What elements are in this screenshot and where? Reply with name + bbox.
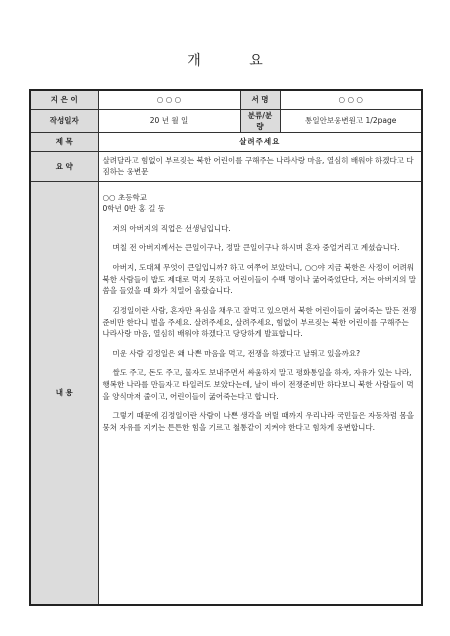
paragraph-2: 며칠 전 아버지께서는 큰일이구나, 정말 큰일이구나 하시며 혼자 중얼거리고 계셨습니다. — [112, 243, 400, 253]
paragraph-6: 쌀도 주고, 돈도 주고, 물자도 보내주면서 싸움하지 말고 평화통일을 하자, 자유가 있는 나라, 행복한 나라를 만들자고 타일러도 보았다는데, 날이 바이 전쟁준비만 하다보니 북한 사람들이 먹을 양식마저 줄이고, 어린이들이 굶어죽는다고 합니다. — [102, 368, 414, 401]
date-value: 20 년 월 일 — [98, 109, 240, 132]
subject-value: 살려주세요 — [98, 132, 422, 151]
author-value: ○ ○ ○ — [98, 90, 240, 109]
overview-form — [29, 89, 423, 606]
author-label: 지 은 이 — [30, 90, 98, 109]
school-name: ○○ 초등학교 — [102, 192, 147, 202]
summary-label: 요 약 — [30, 151, 98, 181]
summary-value: 살려달라고 힘없이 부르짖는 북한 어린이를 구해주는 나라사랑 마음, 열심히 배워야 하겠다고 다짐하는 웅변문 — [98, 151, 422, 181]
paragraph-4: 김정일이란 사람, 혼자만 욕심을 채우고 잘먹고 있으면서 북한 어린이들이 굶어죽는 말든 전쟁준비만 한다니 벌을 주세요. 살려주세요, 살려주세요, 힘없이 부르짖는 북한 어린이를 구해주는 나라사랑 마음, 열심히 배워야 하겠다고 당당하게 발표합니다. — [102, 305, 417, 339]
content-label: 내 용 — [30, 181, 98, 605]
page-title: 개 요 — [187, 53, 285, 69]
paragraph-3: 아버지, 도대체 무엇이 큰일입니까? 하고 여쭈어 보았더니, ○○야 지금 북한은 사정이 어려워 북한 사람들이 밥도 제대로 먹지 못하고 어린이들이 수백 명이나 굶어죽었단다, 저는 아버지의 말씀을 들었을 때 화가 치밀어 올랐습니다. — [102, 263, 417, 296]
date-row — [30, 109, 422, 132]
paragraph-1: 저의 아버지의 직업은 선생님입니다. — [112, 223, 231, 233]
paragraph-7: 그렇기 때문에 김정일이란 사람이 나쁜 생각을 버릴 때까지 우리나라 국민들은 자동차럼 몸을 뭉쳐 자유를 지키는 튼튼한 힘을 기르고 철통같이 지켜야 한다고 힘차게 웅변합니다. — [102, 411, 415, 432]
paragraph-5: 미운 사람 김정일은 왜 나쁜 마음을 먹고, 전쟁을 하겠다고 날뛰고 있을까요? — [112, 348, 361, 358]
summary-row — [30, 151, 422, 181]
content-row — [30, 181, 422, 605]
category-label: 분류/분량 — [240, 109, 280, 132]
content-body — [98, 181, 422, 605]
book-title-label: 서 명 — [240, 90, 280, 109]
student-name: 0학년 0반 홍 길 동 — [102, 204, 166, 214]
category-value: 통일안보웅변원고 1/2page — [280, 109, 422, 132]
author-row — [30, 90, 422, 109]
subject-row — [30, 132, 422, 151]
subject-label: 제 목 — [30, 132, 98, 151]
date-label: 작성일자 — [30, 109, 98, 132]
book-title-value: ○ ○ ○ — [280, 90, 422, 109]
